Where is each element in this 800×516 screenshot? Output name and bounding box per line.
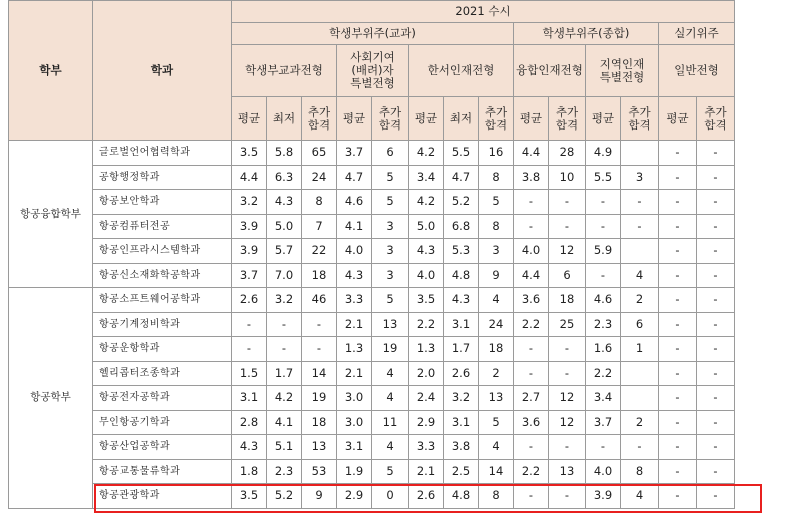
value-cell: - bbox=[697, 484, 735, 509]
value-cell: - bbox=[659, 435, 697, 460]
value-cell: - bbox=[586, 263, 621, 288]
value-cell: - bbox=[302, 337, 337, 362]
value-cell: - bbox=[267, 337, 302, 362]
value-cell: 1.5 bbox=[232, 361, 267, 386]
value-cell: 3.8 bbox=[514, 165, 549, 190]
value-cell: - bbox=[659, 263, 697, 288]
value-cell: 3.9 bbox=[232, 239, 267, 264]
value-cell: - bbox=[697, 141, 735, 166]
value-cell: 5.5 bbox=[444, 141, 479, 166]
subheader-min: 최저 bbox=[267, 97, 302, 141]
value-cell: 2.2 bbox=[409, 312, 444, 337]
value-cell: - bbox=[549, 484, 586, 509]
value-cell: 6 bbox=[372, 141, 409, 166]
value-cell: 2 bbox=[621, 410, 659, 435]
value-cell: 4.1 bbox=[267, 410, 302, 435]
value-cell: 2.3 bbox=[586, 312, 621, 337]
value-cell: 5.7 bbox=[267, 239, 302, 264]
subheader-avg: 평균 bbox=[659, 97, 697, 141]
value-cell: 2.1 bbox=[337, 312, 372, 337]
value-cell: 4.8 bbox=[444, 484, 479, 509]
value-cell: 0 bbox=[372, 484, 409, 509]
table-row bbox=[9, 386, 735, 411]
value-cell: 3.1 bbox=[444, 410, 479, 435]
value-cell: 1.3 bbox=[337, 337, 372, 362]
major-cell: 항공운항학과 bbox=[93, 337, 232, 362]
value-cell: - bbox=[267, 312, 302, 337]
value-cell: 3.9 bbox=[586, 484, 621, 509]
value-cell: 5.1 bbox=[267, 435, 302, 460]
subheader-additional-pass bbox=[697, 97, 735, 141]
table-row bbox=[9, 435, 735, 460]
major-cell: 항공인프라시스템학과 bbox=[93, 239, 232, 264]
value-cell: 4.6 bbox=[586, 288, 621, 313]
value-cell: - bbox=[697, 459, 735, 484]
value-cell: 2.6 bbox=[232, 288, 267, 313]
value-cell: 4.8 bbox=[444, 263, 479, 288]
value-cell: 14 bbox=[302, 361, 337, 386]
value-cell: 5 bbox=[372, 288, 409, 313]
subheader-additional-line2: 합격 bbox=[628, 117, 651, 132]
value-cell: 4.2 bbox=[409, 190, 444, 215]
value-cell: - bbox=[302, 312, 337, 337]
value-cell: - bbox=[659, 239, 697, 264]
value-cell: - bbox=[697, 386, 735, 411]
value-cell: 2.1 bbox=[337, 361, 372, 386]
header-year: 2021 수시 bbox=[232, 1, 735, 23]
value-cell: 3.3 bbox=[337, 288, 372, 313]
value-cell: - bbox=[514, 190, 549, 215]
value-cell: 3.1 bbox=[232, 386, 267, 411]
value-cell: 2.9 bbox=[337, 484, 372, 509]
subheader-additional-line2: 합격 bbox=[307, 117, 331, 132]
header-track-regional-line2: 특별전형 bbox=[599, 69, 645, 84]
value-cell: - bbox=[549, 337, 586, 362]
value-cell: 4.3 bbox=[267, 190, 302, 215]
value-cell: 4 bbox=[372, 386, 409, 411]
value-cell: 5 bbox=[479, 190, 514, 215]
value-cell: 1.6 bbox=[586, 337, 621, 362]
major-cell: 항공보안학과 bbox=[93, 190, 232, 215]
value-cell: 3.5 bbox=[232, 141, 267, 166]
major-cell: 항공신소재화학공학과 bbox=[93, 263, 232, 288]
value-cell: 28 bbox=[549, 141, 586, 166]
value-cell: - bbox=[549, 435, 586, 460]
value-cell: 3 bbox=[621, 165, 659, 190]
value-cell: - bbox=[586, 190, 621, 215]
value-cell: - bbox=[621, 190, 659, 215]
subheader-additional-pass bbox=[621, 97, 659, 141]
value-cell: 1.7 bbox=[267, 361, 302, 386]
value-cell: 3 bbox=[372, 214, 409, 239]
value-cell: 3.5 bbox=[232, 484, 267, 509]
value-cell: 6 bbox=[621, 312, 659, 337]
value-cell: 4 bbox=[372, 361, 409, 386]
major-cell: 공항행정학과 bbox=[93, 165, 232, 190]
value-cell: 18 bbox=[479, 337, 514, 362]
table-row bbox=[9, 337, 735, 362]
value-cell: 4.4 bbox=[514, 263, 549, 288]
table-body bbox=[9, 141, 735, 509]
value-cell: 2.2 bbox=[514, 312, 549, 337]
value-cell: 13 bbox=[372, 312, 409, 337]
value-cell: 13 bbox=[479, 386, 514, 411]
value-cell: - bbox=[659, 386, 697, 411]
value-cell: 8 bbox=[479, 165, 514, 190]
value-cell: 3.0 bbox=[337, 386, 372, 411]
value-cell: 2.6 bbox=[444, 361, 479, 386]
value-cell: 2.4 bbox=[409, 386, 444, 411]
table-row bbox=[9, 165, 735, 190]
subheader-additional-line2: 합격 bbox=[378, 117, 402, 132]
value-cell bbox=[621, 361, 659, 386]
value-cell: 3 bbox=[372, 239, 409, 264]
value-cell: 18 bbox=[549, 288, 586, 313]
value-cell: - bbox=[232, 312, 267, 337]
major-cell: 헬리콥터조종학과 bbox=[93, 361, 232, 386]
value-cell: 7 bbox=[302, 214, 337, 239]
subheader-additional-pass bbox=[372, 97, 409, 141]
value-cell: 19 bbox=[302, 386, 337, 411]
value-cell: - bbox=[621, 214, 659, 239]
value-cell: 2.3 bbox=[267, 459, 302, 484]
value-cell: 3.2 bbox=[232, 190, 267, 215]
value-cell: 3.1 bbox=[337, 435, 372, 460]
major-cell: 항공컴퓨터전공 bbox=[93, 214, 232, 239]
value-cell: 3.4 bbox=[586, 386, 621, 411]
value-cell: 13 bbox=[549, 459, 586, 484]
value-cell: 4.4 bbox=[514, 141, 549, 166]
subheader-avg: 평균 bbox=[514, 97, 549, 141]
table-row bbox=[9, 214, 735, 239]
header-track-regional bbox=[586, 45, 659, 97]
major-cell: 무인항공기학과 bbox=[93, 410, 232, 435]
header-track-social-line2: (배려)자 bbox=[351, 63, 394, 77]
value-cell: - bbox=[697, 214, 735, 239]
value-cell: 8 bbox=[479, 214, 514, 239]
header-major: 학과 bbox=[93, 1, 232, 141]
value-cell: 3.7 bbox=[337, 141, 372, 166]
value-cell: 6.8 bbox=[444, 214, 479, 239]
value-cell: - bbox=[514, 435, 549, 460]
header-track-hanseo: 한서인재전형 bbox=[409, 45, 514, 97]
table-row bbox=[9, 141, 735, 166]
value-cell: 1.9 bbox=[337, 459, 372, 484]
value-cell: 3 bbox=[372, 263, 409, 288]
value-cell: - bbox=[549, 361, 586, 386]
table-row bbox=[9, 239, 735, 264]
table-row bbox=[9, 263, 735, 288]
major-cell: 항공교통물류학과 bbox=[93, 459, 232, 484]
major-cell: 항공소프트웨어공학과 bbox=[93, 288, 232, 313]
value-cell: 4.0 bbox=[586, 459, 621, 484]
header-track-regional-line1: 지역인재 bbox=[599, 56, 645, 71]
value-cell: - bbox=[586, 435, 621, 460]
value-cell: 2 bbox=[479, 361, 514, 386]
value-cell: 1.3 bbox=[409, 337, 444, 362]
value-cell: 3.2 bbox=[267, 288, 302, 313]
value-cell: 19 bbox=[372, 337, 409, 362]
value-cell: 3.7 bbox=[586, 410, 621, 435]
value-cell: 2.9 bbox=[409, 410, 444, 435]
value-cell: - bbox=[659, 190, 697, 215]
value-cell: - bbox=[659, 141, 697, 166]
value-cell: 4.0 bbox=[514, 239, 549, 264]
subheader-additional-line1: 추가 bbox=[307, 104, 331, 119]
value-cell: 18 bbox=[302, 410, 337, 435]
subheader-min: 최저 bbox=[444, 97, 479, 141]
value-cell: 14 bbox=[479, 459, 514, 484]
header-group-school: 학생부위주(교과) bbox=[232, 23, 514, 45]
major-cell: 항공전자공학과 bbox=[93, 386, 232, 411]
value-cell: 5.5 bbox=[586, 165, 621, 190]
value-cell: 2.7 bbox=[514, 386, 549, 411]
value-cell: - bbox=[697, 288, 735, 313]
value-cell: 46 bbox=[302, 288, 337, 313]
value-cell bbox=[621, 141, 659, 166]
subheader-additional-pass bbox=[479, 97, 514, 141]
subheader-additional-line2: 합격 bbox=[704, 117, 727, 132]
value-cell: 5 bbox=[372, 190, 409, 215]
value-cell: 1.8 bbox=[232, 459, 267, 484]
value-cell: 3.0 bbox=[337, 410, 372, 435]
header-track-social-line1: 사회기여 bbox=[350, 50, 395, 64]
value-cell: 3.8 bbox=[444, 435, 479, 460]
value-cell: 3.5 bbox=[409, 288, 444, 313]
value-cell: 2.0 bbox=[409, 361, 444, 386]
subheader-additional-line1: 추가 bbox=[555, 104, 579, 119]
header-group-comprehensive: 학생부위주(종합) bbox=[514, 23, 659, 45]
subheader-additional-line1: 추가 bbox=[484, 104, 508, 119]
major-cell: 항공기계정비학과 bbox=[93, 312, 232, 337]
value-cell: 6.3 bbox=[267, 165, 302, 190]
value-cell: 3.3 bbox=[409, 435, 444, 460]
header-faculty: 학부 bbox=[9, 1, 93, 141]
value-cell: - bbox=[697, 361, 735, 386]
value-cell: 5 bbox=[372, 165, 409, 190]
subheader-avg: 평균 bbox=[409, 97, 444, 141]
value-cell: 4 bbox=[621, 263, 659, 288]
value-cell: 53 bbox=[302, 459, 337, 484]
value-cell bbox=[621, 239, 659, 264]
value-cell: 13 bbox=[302, 435, 337, 460]
value-cell: 9 bbox=[479, 263, 514, 288]
value-cell: - bbox=[514, 361, 549, 386]
table-row bbox=[9, 459, 735, 484]
faculty-cell: 항공융합학부 bbox=[9, 141, 93, 288]
value-cell: 24 bbox=[302, 165, 337, 190]
subheader-avg: 평균 bbox=[337, 97, 372, 141]
value-cell: 12 bbox=[549, 239, 586, 264]
header-group-practical: 실기위주 bbox=[659, 23, 735, 45]
value-cell: 12 bbox=[549, 410, 586, 435]
value-cell: 6 bbox=[549, 263, 586, 288]
value-cell: - bbox=[232, 337, 267, 362]
value-cell: 4.3 bbox=[409, 239, 444, 264]
value-cell: 4.0 bbox=[409, 263, 444, 288]
subheader-additional-line1: 추가 bbox=[628, 104, 651, 119]
faculty-cell: 항공학부 bbox=[9, 288, 93, 509]
value-cell: 4 bbox=[372, 435, 409, 460]
value-cell: 2.2 bbox=[586, 361, 621, 386]
value-cell: 2.8 bbox=[232, 410, 267, 435]
subheader-additional-line2: 합격 bbox=[484, 117, 508, 132]
value-cell: 22 bbox=[302, 239, 337, 264]
value-cell: 5.2 bbox=[444, 190, 479, 215]
value-cell: - bbox=[549, 214, 586, 239]
subheader-additional-line1: 추가 bbox=[378, 104, 402, 119]
value-cell: 3.1 bbox=[444, 312, 479, 337]
value-cell: 8 bbox=[621, 459, 659, 484]
subheader-avg: 평균 bbox=[232, 97, 267, 141]
header-track-general: 일반전형 bbox=[659, 45, 735, 97]
value-cell: 5.9 bbox=[586, 239, 621, 264]
value-cell: 16 bbox=[479, 141, 514, 166]
value-cell: 2.5 bbox=[444, 459, 479, 484]
highlight-box bbox=[94, 484, 762, 513]
value-cell: - bbox=[659, 214, 697, 239]
value-cell: 4.3 bbox=[337, 263, 372, 288]
value-cell: - bbox=[514, 337, 549, 362]
value-cell: - bbox=[697, 165, 735, 190]
value-cell: 8 bbox=[302, 190, 337, 215]
value-cell: - bbox=[514, 214, 549, 239]
value-cell: - bbox=[659, 165, 697, 190]
value-cell: - bbox=[697, 263, 735, 288]
value-cell: - bbox=[621, 435, 659, 460]
value-cell: 4.2 bbox=[409, 141, 444, 166]
value-cell: 25 bbox=[549, 312, 586, 337]
value-cell: 3.7 bbox=[232, 263, 267, 288]
subheader-avg: 평균 bbox=[586, 97, 621, 141]
value-cell: 3.6 bbox=[514, 410, 549, 435]
table-row bbox=[9, 312, 735, 337]
subheader-additional-pass bbox=[302, 97, 337, 141]
header-track-social bbox=[337, 45, 409, 97]
value-cell: 4 bbox=[479, 288, 514, 313]
value-cell: 2 bbox=[621, 288, 659, 313]
value-cell: 9 bbox=[302, 484, 337, 509]
value-cell: 4 bbox=[621, 484, 659, 509]
value-cell: 5.2 bbox=[267, 484, 302, 509]
value-cell: 10 bbox=[549, 165, 586, 190]
value-cell: 7.0 bbox=[267, 263, 302, 288]
value-cell: - bbox=[697, 312, 735, 337]
subheader-additional-line1: 추가 bbox=[704, 104, 727, 119]
value-cell: 5.3 bbox=[444, 239, 479, 264]
major-cell: 항공산업공학과 bbox=[93, 435, 232, 460]
value-cell bbox=[621, 386, 659, 411]
value-cell: - bbox=[697, 190, 735, 215]
value-cell: 1 bbox=[621, 337, 659, 362]
value-cell: - bbox=[659, 312, 697, 337]
value-cell: 3.2 bbox=[444, 386, 479, 411]
value-cell: 3.4 bbox=[409, 165, 444, 190]
value-cell: 3 bbox=[479, 239, 514, 264]
value-cell: 5.0 bbox=[267, 214, 302, 239]
value-cell: 4.4 bbox=[232, 165, 267, 190]
value-cell: - bbox=[659, 484, 697, 509]
admission-results-table bbox=[8, 0, 735, 509]
value-cell: 5 bbox=[479, 410, 514, 435]
major-cell: 글로벌언어협력학과 bbox=[93, 141, 232, 166]
value-cell: 2.6 bbox=[409, 484, 444, 509]
table-row bbox=[9, 190, 735, 215]
value-cell: - bbox=[549, 190, 586, 215]
value-cell: - bbox=[659, 410, 697, 435]
value-cell: 5 bbox=[372, 459, 409, 484]
value-cell: 4.7 bbox=[337, 165, 372, 190]
value-cell: 24 bbox=[479, 312, 514, 337]
value-cell: - bbox=[697, 435, 735, 460]
header-track-subject: 학생부교과전형 bbox=[232, 45, 337, 97]
value-cell: - bbox=[697, 239, 735, 264]
value-cell: 65 bbox=[302, 141, 337, 166]
subheader-additional-line2: 합격 bbox=[555, 117, 579, 132]
value-cell: 3.6 bbox=[514, 288, 549, 313]
value-cell: 12 bbox=[549, 386, 586, 411]
value-cell: 2.2 bbox=[514, 459, 549, 484]
value-cell: 11 bbox=[372, 410, 409, 435]
value-cell: - bbox=[659, 288, 697, 313]
value-cell: 3.9 bbox=[232, 214, 267, 239]
value-cell: 4.1 bbox=[337, 214, 372, 239]
value-cell: - bbox=[697, 337, 735, 362]
header-track-convergence: 융합인재전형 bbox=[514, 45, 586, 97]
table-row bbox=[9, 361, 735, 386]
value-cell: 1.7 bbox=[444, 337, 479, 362]
value-cell: 5.8 bbox=[267, 141, 302, 166]
value-cell: 8 bbox=[479, 484, 514, 509]
table-row bbox=[9, 288, 735, 313]
value-cell: 4.9 bbox=[586, 141, 621, 166]
value-cell: - bbox=[586, 214, 621, 239]
value-cell: 4 bbox=[479, 435, 514, 460]
value-cell: 4.3 bbox=[444, 288, 479, 313]
value-cell: - bbox=[659, 337, 697, 362]
value-cell: 4.7 bbox=[444, 165, 479, 190]
value-cell: - bbox=[514, 484, 549, 509]
value-cell: 2.1 bbox=[409, 459, 444, 484]
value-cell: - bbox=[659, 459, 697, 484]
value-cell: 5.0 bbox=[409, 214, 444, 239]
value-cell: 4.6 bbox=[337, 190, 372, 215]
major-cell: 항공관광학과 bbox=[93, 484, 232, 509]
table-row bbox=[9, 410, 735, 435]
header-track-social-line3: 특별전형 bbox=[350, 76, 395, 90]
value-cell: - bbox=[697, 410, 735, 435]
value-cell: 4.3 bbox=[232, 435, 267, 460]
value-cell: - bbox=[659, 361, 697, 386]
value-cell: 4.0 bbox=[337, 239, 372, 264]
value-cell: 4.2 bbox=[267, 386, 302, 411]
subheader-additional-pass bbox=[549, 97, 586, 141]
value-cell: 18 bbox=[302, 263, 337, 288]
